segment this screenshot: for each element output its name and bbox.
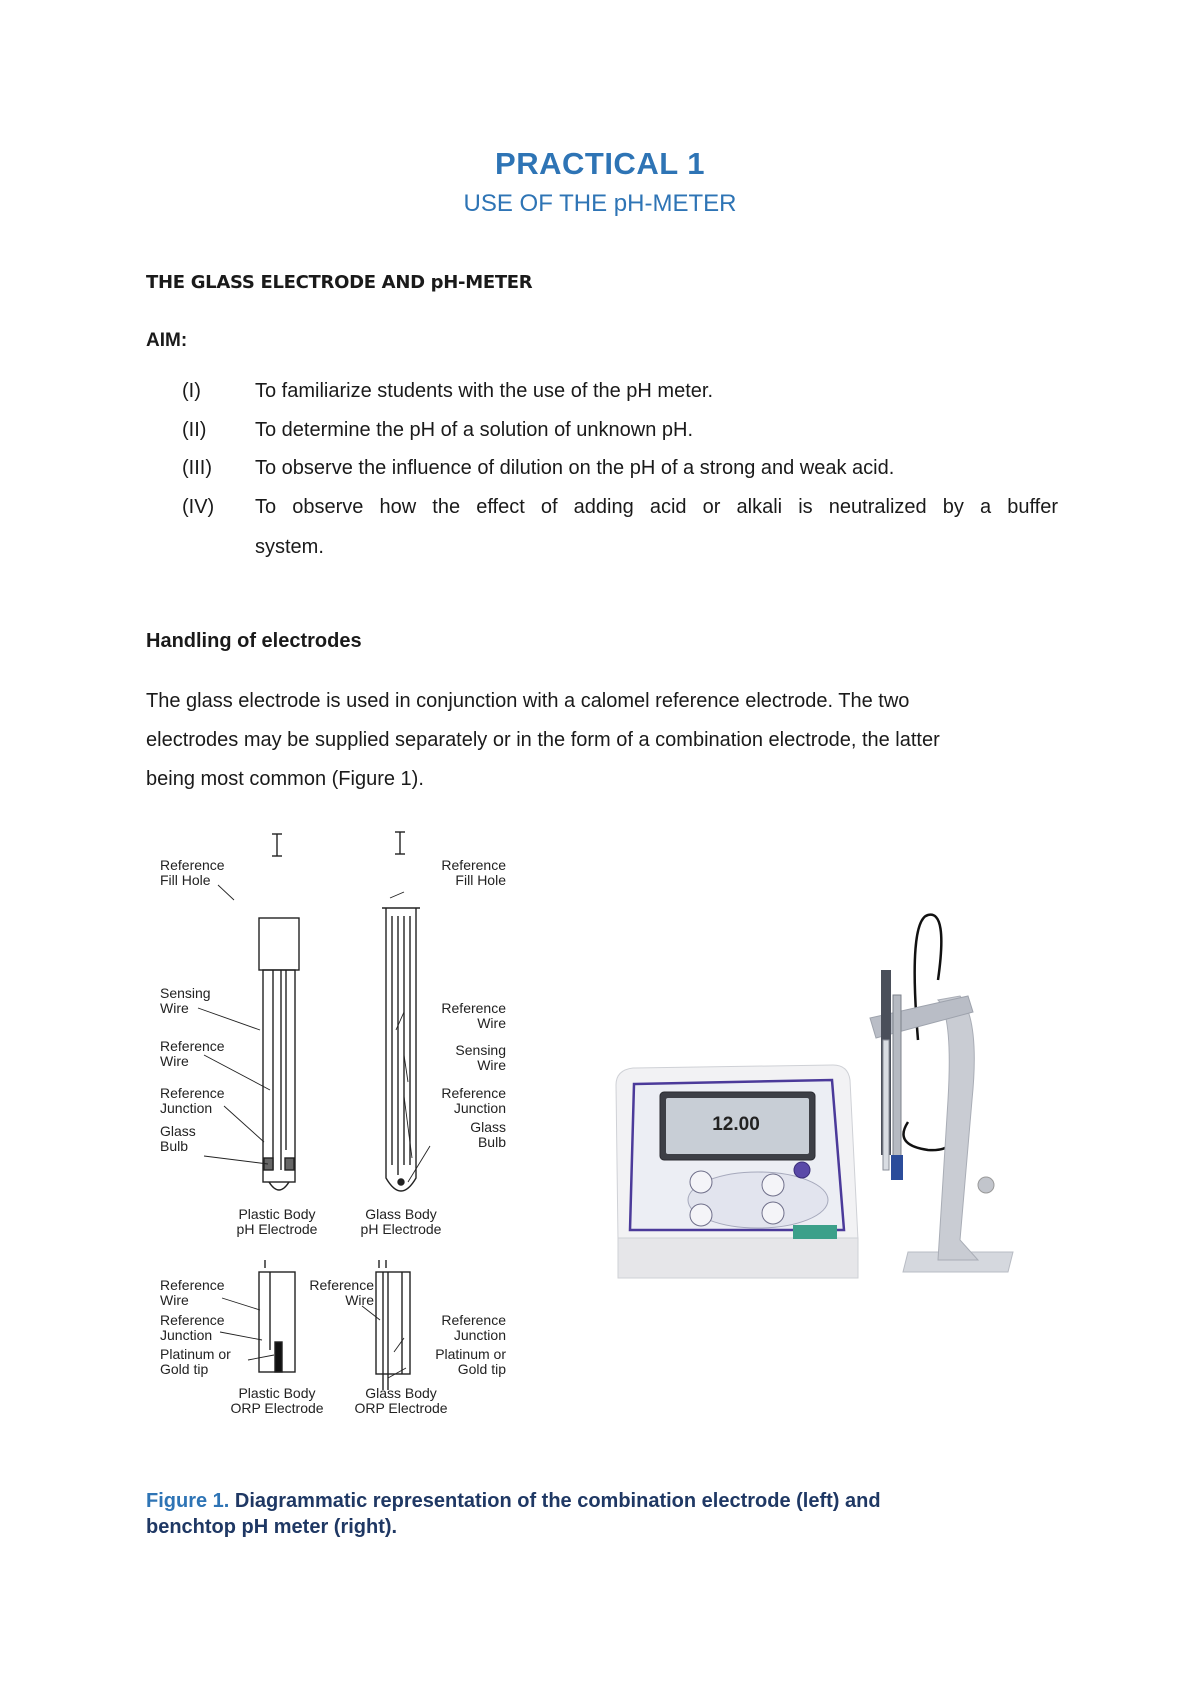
- paragraph-line: being most common (Figure 1).: [146, 768, 424, 790]
- aim-number: (IV): [182, 495, 215, 518]
- handling-heading: Handling of electrodes: [146, 630, 362, 652]
- label-glass-ph-2: pH Electrode: [360, 1221, 442, 1237]
- label-reference-junction-orp: Reference: [160, 1312, 225, 1328]
- label-platinum-left: Platinum or: [160, 1346, 231, 1362]
- label-ref-fill-hole-right-2: Fill Hole: [455, 872, 506, 888]
- label-sensing-wire-right: Sensing: [455, 1042, 506, 1058]
- electrode-stand: [870, 996, 1013, 1272]
- aim-item: [146, 496, 1058, 535]
- meter-up-button: [690, 1171, 712, 1193]
- caption-line: [146, 1488, 1076, 1514]
- aim-number: (II): [182, 418, 207, 441]
- caption-label: Figure 1.: [146, 1490, 230, 1512]
- meter-mode-button: [762, 1202, 784, 1224]
- handling-paragraph: [146, 682, 1058, 799]
- aim-heading: AIM:: [146, 330, 188, 351]
- label-plastic-ph: Plastic Body: [238, 1206, 316, 1222]
- paragraph-line: electrodes may be supplied separately or in the form of a combination electrode, the latter: [146, 729, 940, 751]
- label-glass-bulb-left-2: Bulb: [160, 1138, 189, 1154]
- label-platinum-right-2: Gold tip: [457, 1361, 506, 1377]
- plastic-ph-electrode-shape: [259, 918, 299, 1190]
- meter-power-button: [794, 1162, 810, 1178]
- label-glass-orp-2: ORP Electrode: [354, 1400, 448, 1416]
- label-reference-wire-orp: Reference: [160, 1277, 225, 1293]
- label-reference-wire-orp-right: Reference: [309, 1277, 374, 1293]
- page-subtitle: USE OF THE pH-METER: [463, 190, 737, 217]
- label-reference-junction-orp-2: Junction: [160, 1327, 213, 1343]
- electrode-diagram: [150, 820, 550, 1420]
- aim-text-continuation: system.: [255, 536, 324, 558]
- figure-caption: [146, 1488, 1076, 1540]
- label-ref-fill-hole-right: Reference: [441, 857, 506, 873]
- page-title: PRACTICAL 1: [495, 146, 705, 181]
- meter-display-value: 12.00: [712, 1114, 760, 1135]
- label-glass-ph: Glass Body: [365, 1206, 437, 1222]
- fill-hole-symbol-left: [272, 834, 282, 856]
- aim-text: To determine the pH of a solution of unknown pH.: [255, 418, 694, 441]
- meter-cal-button: [762, 1174, 784, 1196]
- label-reference-wire-orp-2: Wire: [160, 1292, 189, 1308]
- label-sensing-wire-left: Sensing: [160, 985, 211, 1001]
- label-glass-bulb-right: Glass: [470, 1119, 506, 1135]
- label-reference-wire-left: Reference: [160, 1038, 225, 1054]
- meter-down-button: [690, 1204, 712, 1226]
- aim-list: [146, 380, 1058, 534]
- caption-line: benchtop pH meter (right).: [146, 1516, 398, 1538]
- label-reference-wire-right: Reference: [441, 1000, 506, 1016]
- leader-lines: [198, 885, 430, 1378]
- label-glass-orp: Glass Body: [365, 1385, 437, 1401]
- label-ref-fill-hole-left: Reference: [160, 857, 225, 873]
- aim-text: To familiarize students with the use of the pH meter.: [255, 380, 713, 402]
- label-reference-wire-right-2: Wire: [477, 1015, 506, 1031]
- label-platinum-left-2: Gold tip: [160, 1361, 209, 1377]
- label-plastic-ph-2: pH Electrode: [236, 1221, 318, 1237]
- label-glass-bulb-left: Glass: [160, 1123, 196, 1139]
- fill-hole-symbol-right: [395, 832, 405, 854]
- section-heading: THE GLASS ELECTRODE AND pH-METER: [146, 272, 533, 293]
- glass-orp-electrode-shape: [376, 1260, 410, 1390]
- aim-number: (I): [182, 380, 201, 402]
- label-plastic-orp-2: ORP Electrode: [230, 1400, 324, 1416]
- label-sensing-wire-right-2: Wire: [477, 1057, 506, 1073]
- label-reference-junction-left-2: Junction: [160, 1100, 213, 1116]
- aim-text: To observe the influence of dilution on the pH of a strong and weak acid.: [255, 457, 895, 479]
- label-reference-junction-right-2: Junction: [453, 1100, 506, 1116]
- label-glass-bulb-right-2: Bulb: [477, 1134, 506, 1150]
- label-ref-fill-hole-left-2: Fill Hole: [160, 872, 211, 888]
- label-sensing-wire-left-2: Wire: [160, 1000, 189, 1016]
- label-reference-junction-right: Reference: [441, 1085, 506, 1101]
- label-reference-junction-orp-right: Reference: [441, 1312, 506, 1328]
- label-reference-wire-left-2: Wire: [160, 1053, 189, 1069]
- aim-number: (III): [182, 457, 212, 479]
- electrode-probes: [881, 970, 903, 1180]
- label-plastic-orp: Plastic Body: [238, 1385, 316, 1401]
- label-reference-junction-left: Reference: [160, 1085, 225, 1101]
- meter-brand-label: [793, 1225, 837, 1239]
- caption-text: Diagrammatic representation of the combination electrode (left) and: [229, 1490, 881, 1512]
- glass-ph-electrode-shape: [382, 908, 420, 1191]
- aim-text: To observe how the effect of adding acid or alkali is neutralized by a buffer: [255, 495, 1058, 518]
- meter-body: [616, 1065, 858, 1278]
- label-platinum-right: Platinum or: [435, 1346, 506, 1362]
- paragraph-line: The glass electrode is used in conjunction with a calomel reference electrode. The two: [146, 690, 910, 712]
- label-reference-wire-orp-right-2: Wire: [345, 1292, 374, 1308]
- benchtop-ph-meter-image: [608, 900, 1048, 1300]
- plastic-orp-electrode-shape: [259, 1260, 295, 1372]
- label-reference-junction-orp-right-2: Junction: [453, 1327, 506, 1343]
